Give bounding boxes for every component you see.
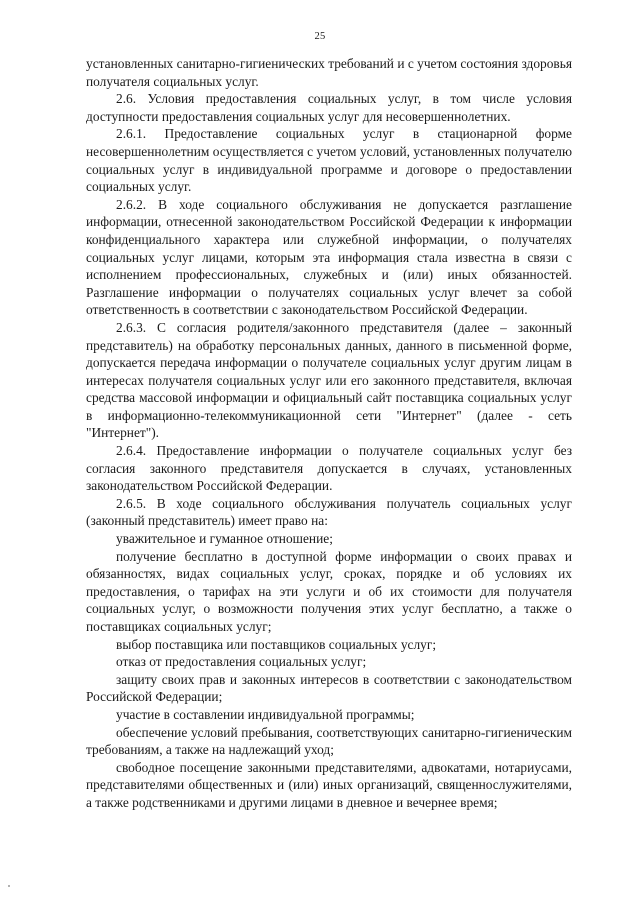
rights-item-visits: свободное посещение законными представителями, адвокатами, нотариусами, представителями общественных и (или) иных организаций, священнослужителями, а также родственниками и другими лицами в дневное и вечернее время;: [86, 759, 572, 810]
rights-item-living-conditions: обеспечение условий пребывания, соответствующих санитарно-гигиеническим требованиям, а также на надлежащий уход;: [86, 724, 572, 758]
rights-item-refusal: отказ от предоставления социальных услуг;: [116, 654, 367, 670]
paragraph-2-6-1: 2.6.1. Предоставление социальных услуг в стационарной форме несовершеннолетним осуществляется с учетом условий, установленных получателю социальных услуг в индивидуальной программе и договоре о предоставлении социальных услуг.: [86, 126, 572, 195]
paragraph-2-6-5: 2.6.5. В ходе социального обслуживания получатель социальных услуг (законный представитель) имеет право на:: [86, 495, 572, 529]
paragraph-2-6-4: 2.6.4. Предоставление информации о получателе социальных услуг без согласия законного представителя допускается в случаях, установленных законодательством Российской Федерации.: [86, 443, 572, 494]
paragraph-2-6-2: 2.6.2. В ходе социального обслуживания не допускается разглашение информации, отнесенной законодательством Российской Федерации к информации конфиденциального характера или служебной информации, о получателях социальных услуг лицами, которым эта информация стала известна в связи с исполнением профессиональных, служебных и (или) иных обязанностей. Разглашение информации о получателях социальных услуг влечет за собой ответственность в соответствии с законодательством Российской Федерации.: [86, 196, 572, 318]
rights-item-provider-choice: выбор поставщика или поставщиков социальных услуг;: [116, 636, 437, 652]
rights-item-respect: уважительное и гуманное отношение;: [116, 531, 333, 547]
page-number: 25: [314, 31, 326, 42]
rights-item-protection: защиту своих прав и законных интересов в соответствии с законодательством Российской Федерации;: [86, 671, 572, 705]
paragraph-intro-continuation: установленных санитарно-гигиенических требований и с учетом состояния здоровья получателя социальных услуг.: [86, 56, 572, 89]
paragraph-2-6-3: 2.6.3. С согласия родителя/законного представителя (далее – законный представитель) на обработку персональных данных, данного в письменной форме, допускается передача информации о получателе социальных услуг другим лицам в интересах получателя социальных услуг или его законного представителя, включая средства массовой информации и официальный сайт поставщика социальных услуг в информационно-телекоммуникационной сети "Интернет" (далее - сеть "Интернет").: [86, 319, 572, 441]
rights-item-program-participation: участие в составлении индивидуальной программы;: [116, 706, 415, 722]
document-body: [86, 55, 572, 812]
paragraph-2-6: 2.6. Условия предоставления социальных услуг, в том числе условия доступности предоставления социальных услуг для несовершеннолетних.: [86, 91, 572, 124]
scan-speck: [8, 885, 10, 887]
rights-item-information: получение бесплатно в доступной форме информации о своих правах и обязанностях, видах социальных услуг, сроках, порядке и об условиях их предоставления, о тарифах на эти услуги и об их стоимости для получателя социальных услуг, о возможности получения этих услуг бесплатно, а также о поставщиках социальных услуг;: [86, 548, 572, 634]
